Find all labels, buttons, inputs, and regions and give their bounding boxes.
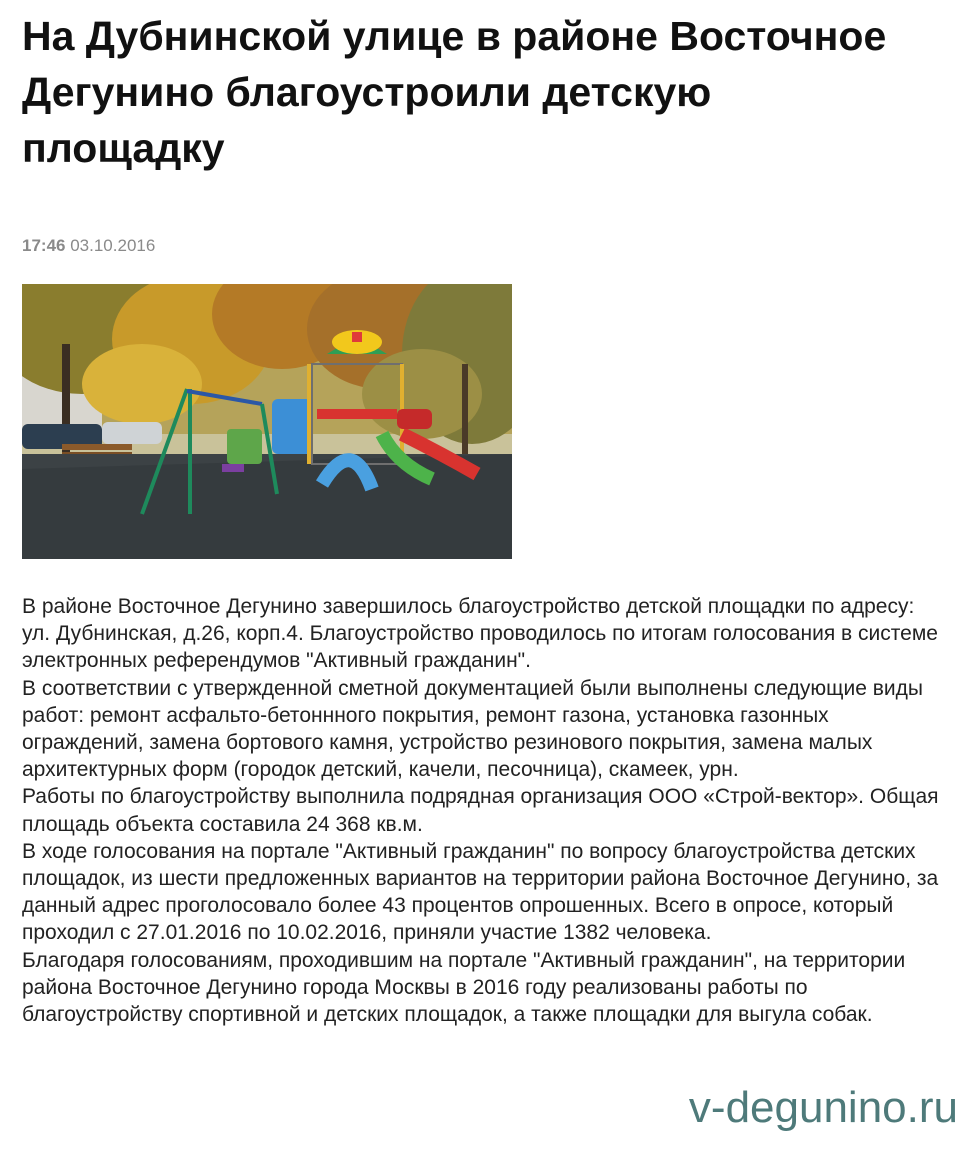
- paragraph: В ходе голосования на портале "Активный гражданин" по вопросу благоустройства детских площадок, из шести предложенных вариантов на территории района Восточное Дегунино, за данный адрес проголосовало более 43 процентов опрошенных. Всего в опросе, который проходил с 27.01.2016 по 10.02.2016, приняли участие 1382 человека.: [22, 839, 939, 945]
- site-watermark: v-degunino.ru: [688, 1083, 958, 1132]
- article-body: [22, 593, 942, 1028]
- playground-photo: [22, 284, 512, 559]
- article-meta: [22, 236, 952, 256]
- paragraph: Работы по благоустройству выполнила подрядная организация ООО «Строй-вектор». Общая площадь объекта составила 24 368 кв.м.: [22, 785, 939, 836]
- paragraph: В соответствии с утвержденной сметной документацией были выполнены следующие виды работ: ремонт асфальто-бетоннного покрытия, ремонт газона, установка газонных ограждений, замена бортового камня, устройство резинового покрытия, замена малых архитектурных форм (городок детский, качели, песочница), скамеек, урн.: [22, 676, 923, 782]
- paragraph: В районе Восточное Дегунино завершилось благоустройство детской площадки по адресу: ул. Дубнинская, д.26, корп.4. Благоустройство проводилось по итогам голосования в системе электронных референдумов "Активный гражданин".: [22, 595, 938, 673]
- paragraph: Благодаря голосованиям, проходившим на портале "Активный гражданин", на территории района Восточное Дегунино города Москвы в 2016 году реализованы работы по благоустройству спортивной и детских площадок, а также площадки для выгула собак.: [22, 948, 906, 1027]
- publish-time: 17:46: [22, 236, 66, 255]
- publish-date: 03.10.2016: [70, 236, 156, 255]
- article-title: На Дубнинской улице в районе Восточное Дегунино благоустроили детскую площадку: [22, 13, 887, 171]
- article: [22, 0, 952, 1028]
